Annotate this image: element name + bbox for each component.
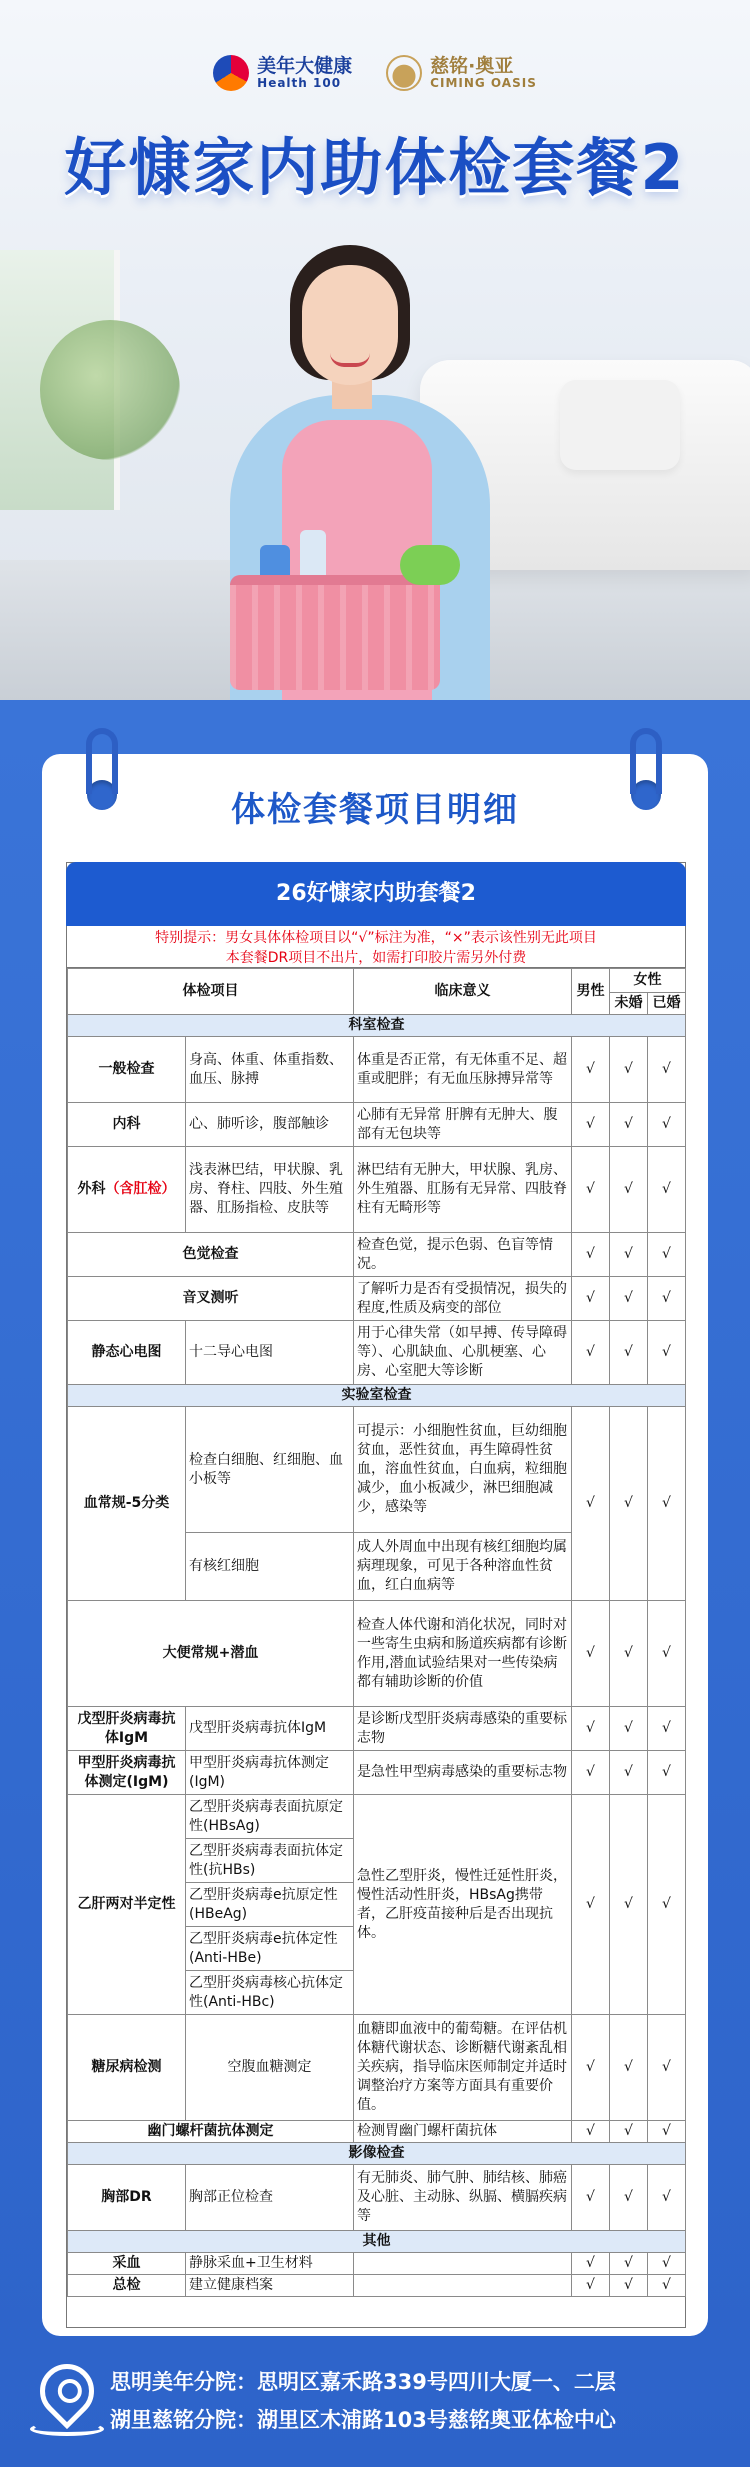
item-detail: 乙型肝炎病毒表面抗体定性(抗HBs)	[186, 1839, 354, 1883]
location-pin-icon	[29, 2353, 105, 2429]
check-unmarried: √	[610, 1103, 648, 1147]
item-detail: 建立健康档案	[186, 2275, 354, 2297]
item-meaning: 有无肺炎、肺气肿、肺结核、肺癌及心脏、主动脉、纵膈、横膈疾病等	[354, 2165, 572, 2231]
check-married: √	[648, 2121, 686, 2143]
item-meaning: 体重是否正常，有无体重不足、超重或肥胖；有无血压脉搏异常等	[354, 1037, 572, 1103]
background-pillow	[560, 380, 680, 470]
check-male: √	[572, 1751, 610, 1795]
check-married: √	[648, 1103, 686, 1147]
item-name	[68, 1147, 186, 1233]
check-married: √	[648, 1037, 686, 1103]
check-unmarried: √	[610, 2253, 648, 2275]
item-meaning: 检测胃幽门螺杆菌抗体	[354, 2121, 572, 2143]
check-male: √	[572, 1601, 610, 1707]
check-married: √	[648, 2253, 686, 2275]
housekeeper-photo	[200, 245, 520, 700]
item-meaning	[354, 2253, 572, 2275]
meinian-logo-icon	[213, 55, 249, 91]
item-detail: 胸部正位检查	[186, 2165, 354, 2231]
background-plant	[40, 320, 180, 460]
check-unmarried: √	[610, 2015, 648, 2121]
table-row	[68, 2121, 686, 2143]
section-title: 科室检查	[68, 1015, 686, 1037]
item-detail: 甲型肝炎病毒抗体测定(IgM)	[186, 1751, 354, 1795]
package-notice	[67, 926, 685, 968]
item-name: 采血	[68, 2253, 186, 2275]
item-meaning: 可提示：小细胞性贫血，巨幼细胞贫血，恶性贫血，再生障碍性贫血，溶血性贫血，白血病，粒细胞减少，血小板减少，淋巴细胞减少，感染等	[354, 1407, 572, 1533]
check-male: √	[572, 1103, 610, 1147]
item-name: 色觉检查	[68, 1233, 354, 1277]
section-title: 影像检查	[68, 2143, 686, 2165]
meinian-logo-en: Health 100	[257, 75, 342, 90]
item-detail: 浅表淋巴结，甲状腺、乳房、脊柱、四肢、外生殖器、肛肠指检、皮肤等	[186, 1147, 354, 1233]
check-male: √	[572, 1233, 610, 1277]
header-item: 体检项目	[68, 969, 354, 1015]
table-row	[68, 1601, 686, 1707]
item-meaning: 检查人体代谢和消化状况，同时对一些寄生虫病和肠道疾病都有诊断作用,潜血试验结果对一些传染病都有辅助诊断的价值	[354, 1601, 572, 1707]
check-unmarried: √	[610, 2121, 648, 2143]
check-unmarried: √	[610, 1751, 648, 1795]
item-name: 胸部DR	[68, 2165, 186, 2231]
check-unmarried: √	[610, 1277, 648, 1321]
page-title: 好慷家内助体检套餐2	[64, 131, 686, 204]
check-married: √	[648, 2275, 686, 2297]
item-name: 戊型肝炎病毒抗体IgM	[68, 1707, 186, 1751]
item-name: 大便常规+潜血	[68, 1601, 354, 1707]
notice-line-1: 特别提示：男女具体体检项目以“√”标注为准，“×”表示该性别无此项目	[155, 930, 597, 946]
item-name: 幽门螺杆菌抗体测定	[68, 2121, 354, 2143]
table-row	[68, 1037, 686, 1103]
check-male: √	[572, 2015, 610, 2121]
header-married: 已婚	[648, 993, 686, 1015]
address-footer	[0, 2356, 750, 2456]
check-unmarried: √	[610, 1037, 648, 1103]
check-married: √	[648, 1277, 686, 1321]
check-married: √	[648, 1707, 686, 1751]
section-title: 其他	[68, 2231, 686, 2253]
address-line-2: 湖里慈铭分院：湖里区木浦路103号慈铭奥亚体检中心	[110, 2408, 616, 2432]
check-married: √	[648, 1407, 686, 1601]
check-married: √	[648, 2015, 686, 2121]
check-male: √	[572, 2165, 610, 2231]
check-male: √	[572, 1037, 610, 1103]
item-meaning	[354, 2275, 572, 2297]
table-row	[68, 2165, 686, 2231]
item-name: 血常规-5分类	[68, 1407, 186, 1601]
package-name: 26好慷家内助套餐2	[66, 862, 686, 926]
item-detail: 有核红细胞	[186, 1533, 354, 1601]
table-row	[68, 2253, 686, 2275]
item-name: 内科	[68, 1103, 186, 1147]
card-title: 体检套餐项目明细	[231, 790, 519, 830]
address-line-1: 思明美年分院：思明区嘉禾路339号四川大厦一、二层	[110, 2370, 616, 2394]
item-name-main: 外科	[77, 1181, 106, 1197]
item-name: 总检	[68, 2275, 186, 2297]
ciming-logo-en: CIMING OASIS	[430, 75, 537, 90]
check-unmarried: √	[610, 1233, 648, 1277]
item-name-note: （含肛检）	[105, 1181, 176, 1197]
check-married: √	[648, 2165, 686, 2231]
location-pin-base-icon	[30, 2422, 104, 2436]
check-male: √	[572, 1707, 610, 1751]
check-male: √	[572, 1321, 610, 1385]
table-row	[68, 1233, 686, 1277]
check-unmarried: √	[610, 1321, 648, 1385]
item-detail: 空腹血糖测定	[186, 2015, 354, 2121]
item-detail: 静脉采血+卫生材料	[186, 2253, 354, 2275]
table-row	[68, 2015, 686, 2121]
check-unmarried: √	[610, 2165, 648, 2231]
table-row	[68, 1147, 686, 1233]
check-married: √	[648, 1321, 686, 1385]
header-meaning: 临床意义	[354, 969, 572, 1015]
check-unmarried: √	[610, 2275, 648, 2297]
header-male: 男性	[572, 969, 610, 1015]
item-detail: 戊型肝炎病毒抗体IgM	[186, 1707, 354, 1751]
header-female: 女性	[610, 969, 686, 993]
item-meaning: 淋巴结有无肿大，甲状腺、乳房、外生殖器、肛肠有无异常、四肢脊柱有无畸形等	[354, 1147, 572, 1233]
item-meaning: 检查色觉，提示色弱、色盲等情况。	[354, 1233, 572, 1277]
ciming-logo-cn: 慈铭·奥亚	[430, 54, 514, 77]
brand-logos	[0, 55, 750, 91]
check-unmarried: √	[610, 1795, 648, 2015]
check-unmarried: √	[610, 1707, 648, 1751]
item-detail: 乙型肝炎病毒核心抗体定性(Anti-HBc)	[186, 1971, 354, 2015]
item-meaning: 是急性甲型病毒感染的重要标志物	[354, 1751, 572, 1795]
item-name: 静态心电图	[68, 1321, 186, 1385]
table-row	[68, 1707, 686, 1751]
meinian-logo-cn: 美年大健康	[257, 54, 353, 77]
meinian-logo	[213, 55, 352, 91]
header-unmarried: 未婚	[610, 993, 648, 1015]
item-detail: 乙型肝炎病毒e抗体定性(Anti-HBe)	[186, 1927, 354, 1971]
check-unmarried: √	[610, 1601, 648, 1707]
check-married: √	[648, 1233, 686, 1277]
item-name: 甲型肝炎病毒抗体测定(IgM)	[68, 1751, 186, 1795]
item-detail: 身高、体重、体重指数、血压、脉搏	[186, 1037, 354, 1103]
item-detail: 检查白细胞、红细胞、血小板等	[186, 1407, 354, 1533]
check-unmarried: √	[610, 1407, 648, 1601]
table-row	[68, 2275, 686, 2297]
check-male: √	[572, 2253, 610, 2275]
check-married: √	[648, 1795, 686, 2015]
table-row	[68, 1795, 686, 1839]
check-married: √	[648, 1751, 686, 1795]
glove-icon	[400, 545, 460, 585]
item-meaning: 用于心律失常（如早搏、传导障碍等）、心肌缺血、心肌梗塞、心房、心室肥大等诊断	[354, 1321, 572, 1385]
check-unmarried: √	[610, 1147, 648, 1233]
package-table-wrapper	[66, 862, 686, 2328]
item-name: 糖尿病检测	[68, 2015, 186, 2121]
item-meaning: 是诊断戊型肝炎病毒感染的重要标志物	[354, 1707, 572, 1751]
item-detail: 乙型肝炎病毒表面抗原定性(HBsAg)	[186, 1795, 354, 1839]
table-row	[68, 1103, 686, 1147]
check-married: √	[648, 1147, 686, 1233]
check-male: √	[572, 1407, 610, 1601]
item-detail: 乙型肝炎病毒e抗原定性(HBeAg)	[186, 1883, 354, 1927]
item-detail: 心、肺听诊，腹部触诊	[186, 1103, 354, 1147]
item-name: 乙肝两对半定性	[68, 1795, 186, 2015]
package-table	[67, 968, 686, 2297]
ciming-logo	[386, 55, 537, 91]
hero-banner	[0, 0, 750, 700]
check-male: √	[572, 1795, 610, 2015]
ciming-logo-icon	[386, 55, 422, 91]
check-male: √	[572, 2121, 610, 2143]
cleaning-basket	[230, 575, 440, 690]
item-meaning: 心肺有无异常 肝脾有无肿大、腹部有无包块等	[354, 1103, 572, 1147]
item-name: 音叉测听	[68, 1277, 354, 1321]
check-male: √	[572, 2275, 610, 2297]
section-title: 实验室检查	[68, 1385, 686, 1407]
item-meaning: 成人外周血中出现有核红细胞均属病理现象，可见于各种溶血性贫血，红白血病等	[354, 1533, 572, 1601]
table-row	[68, 1321, 686, 1385]
check-male: √	[572, 1277, 610, 1321]
notice-line-2: 本套餐DR项目不出片，如需打印胶片需另外付费	[225, 950, 527, 966]
item-meaning: 了解听力是否有受损情况，损失的程度,性质及病变的部位	[354, 1277, 572, 1321]
table-row	[68, 1751, 686, 1795]
check-male: √	[572, 1147, 610, 1233]
item-meaning: 血糖即血液中的葡萄糖。在评估机体糖代谢状态、诊断糖代谢紊乱相关疾病，指导临床医师制定并适时调整治疗方案等方面具有重要价值。	[354, 2015, 572, 2121]
table-row	[68, 1277, 686, 1321]
item-name: 一般检查	[68, 1037, 186, 1103]
item-meaning: 急性乙型肝炎，慢性迁延性肝炎，慢性活动性肝炎，HBsAg携带者，乙肝疫苗接种后是否出现抗体。	[354, 1795, 572, 2015]
check-married: √	[648, 1601, 686, 1707]
item-detail: 十二导心电图	[186, 1321, 354, 1385]
table-row	[68, 1407, 686, 1533]
